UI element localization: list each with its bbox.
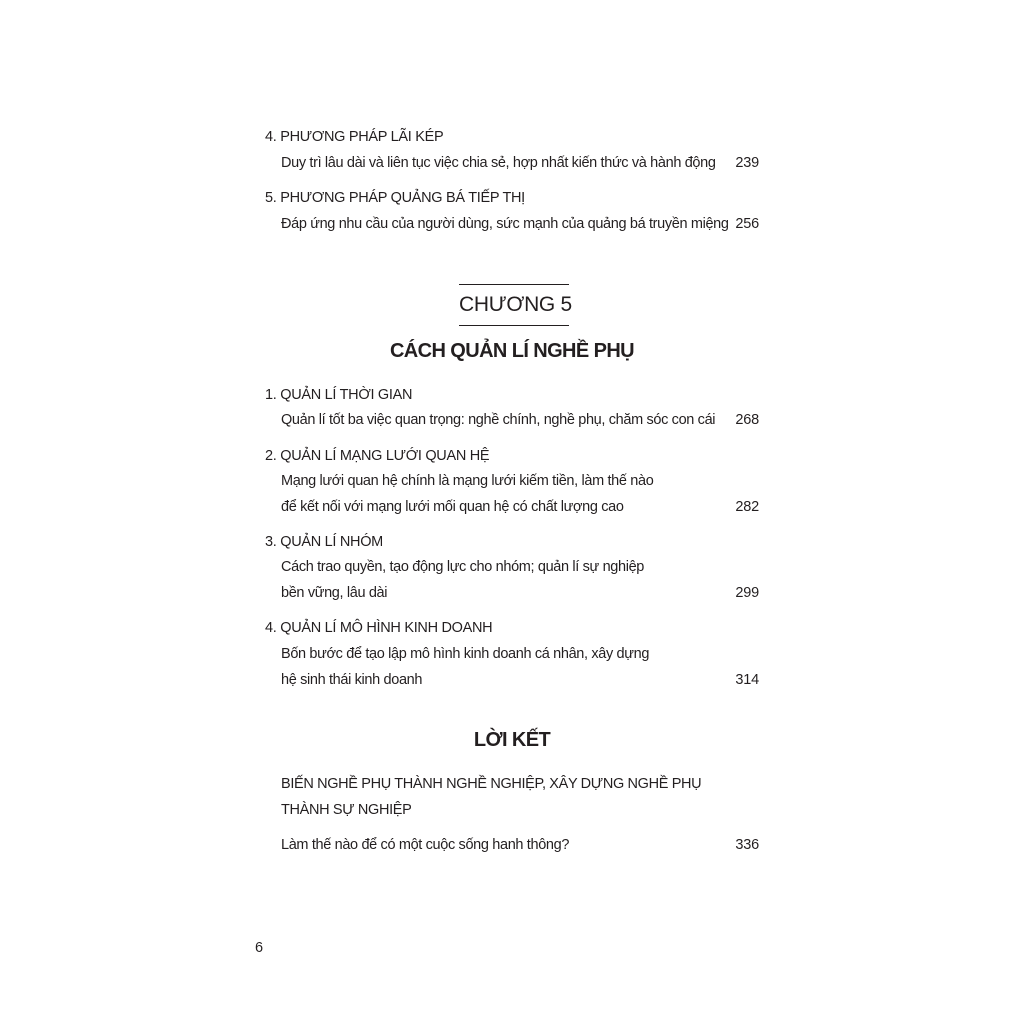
chapter-label: CHƯƠNG 5 bbox=[459, 293, 572, 316]
epilogue-description: Làm thế nào để có một cuộc sống hanh thông? bbox=[281, 837, 570, 853]
toc-page-number: 336 bbox=[735, 837, 759, 853]
toc-entry-description: Đáp ứng nhu cầu của người dùng, sức mạnh của quảng bá truyền miệng bbox=[281, 216, 729, 232]
toc-page-number: 268 bbox=[735, 412, 759, 428]
chapter-label-box bbox=[459, 284, 572, 326]
toc-entry-heading: 5. PHƯƠNG PHÁP QUẢNG BÁ TIẾP THỊ bbox=[265, 190, 525, 206]
toc-entry-description: hệ sinh thái kinh doanh bbox=[281, 672, 423, 688]
epilogue-heading: BIẾN NGHỀ PHỤ THÀNH NGHỀ NGHIỆP, XÂY DỰNG NGHỀ PHỤ bbox=[281, 776, 702, 792]
toc-entry-heading: 1. QUẢN LÍ THỜI GIAN bbox=[265, 387, 413, 403]
epilogue-heading: THÀNH SỰ NGHIỆP bbox=[281, 802, 412, 818]
toc-page-number: 282 bbox=[735, 499, 759, 515]
chapter-title: CÁCH QUẢN LÍ NGHỀ PHỤ bbox=[389, 340, 635, 362]
toc-page-number: 239 bbox=[735, 155, 759, 171]
toc-entry-heading: 4. PHƯƠNG PHÁP LÃI KÉP bbox=[265, 129, 444, 145]
toc-entry-heading: 3. QUẢN LÍ NHÓM bbox=[265, 534, 383, 550]
toc-page-number: 314 bbox=[735, 672, 759, 688]
toc-entry-description: Cách trao quyền, tạo động lực cho nhóm; quản lí sự nghiệp bbox=[281, 559, 645, 575]
toc-page-number: 256 bbox=[735, 216, 759, 232]
toc-entry-description: bền vững, lâu dài bbox=[281, 585, 388, 601]
footer-page-number: 6 bbox=[255, 940, 264, 956]
epilogue-title: LỜI KẾT bbox=[473, 729, 551, 751]
toc-page-number: 299 bbox=[735, 585, 759, 601]
toc-entry-heading: 2. QUẢN LÍ MẠNG LƯỚI QUAN HỆ bbox=[265, 448, 490, 464]
toc-entry-description: Bốn bước để tạo lập mô hình kinh doanh cá nhân, xây dựng bbox=[281, 646, 650, 662]
toc-entry-description: Duy trì lâu dài và liên tục việc chia sẻ, hợp nhất kiến thức và hành động bbox=[281, 155, 716, 171]
toc-entry-description: Mạng lưới quan hệ chính là mạng lưới kiếm tiền, làm thế nào bbox=[281, 473, 654, 489]
toc-entry-description: Quản lí tốt ba việc quan trọng: nghề chính, nghề phụ, chăm sóc con cái bbox=[281, 412, 716, 428]
toc-entry-description: để kết nối với mạng lưới mối quan hệ có chất lượng cao bbox=[281, 499, 624, 515]
toc-entry-heading: 4. QUẢN LÍ MÔ HÌNH KINH DOANH bbox=[265, 620, 493, 636]
